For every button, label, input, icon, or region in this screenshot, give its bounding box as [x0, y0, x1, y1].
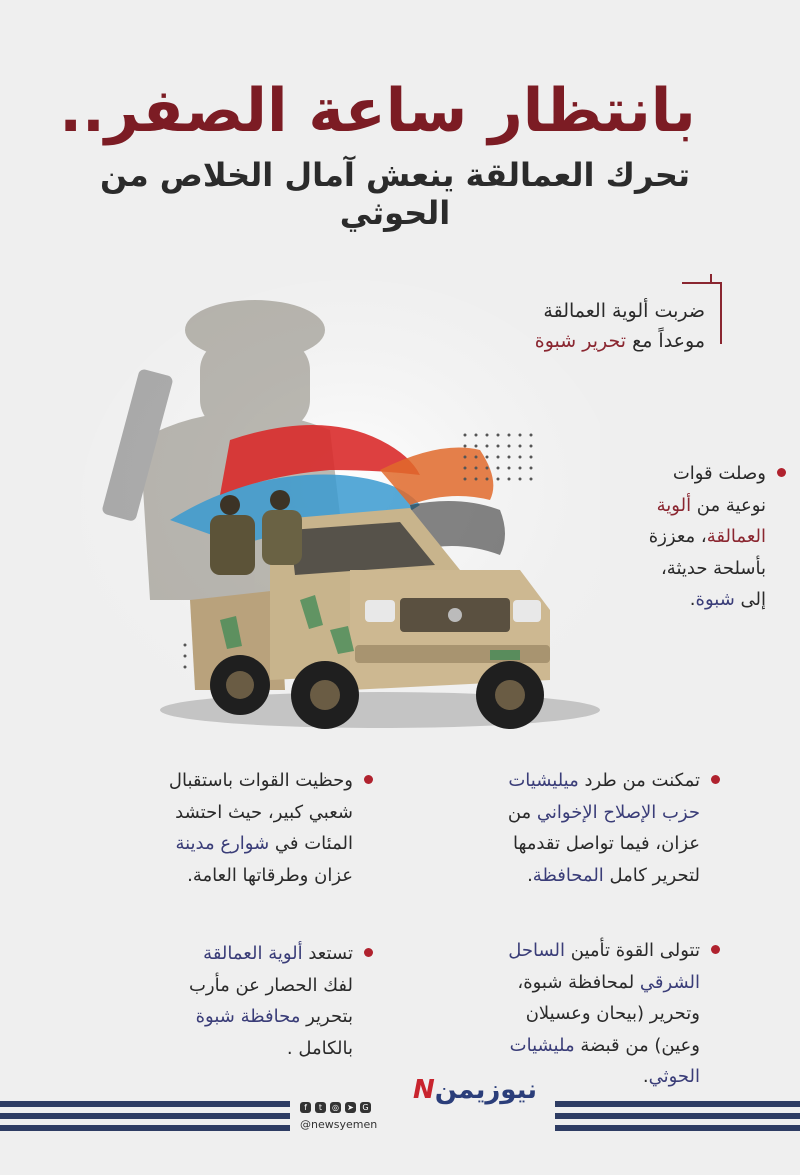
intro-line-2: موعداً مع تحرير شبوة [534, 330, 705, 353]
bullet-expulsion: تمكنت من طرد ميليشيات حزب الإصلاح الإخواني من عزان، فيما تواصل تقدمها لتحرير كامل المحافظة. [410, 765, 722, 891]
bullet-arrival: وصلت قوات نوعية من ألوية العمالقة، معززة بأسلحة حديثة، إلى شبوة. [596, 458, 788, 616]
page-title: بانتظار ساعة الصفر.. [59, 76, 696, 146]
social-icons [300, 1102, 371, 1113]
page-subtitle: تحرك العمالقة ينعش آمال الخلاص من الحوثي [100, 156, 690, 232]
logo-mark: N [412, 1075, 435, 1105]
intro-highlight: تحرير شبوة [534, 330, 627, 353]
twitter-icon[interactable]: t [315, 1102, 326, 1113]
brand-logo[interactable] [400, 1075, 550, 1135]
bullet-coast-securing: تتولى القوة تأمين الساحل الشرقي لمحافظة شبوة، وتحرير (بيحان وعسيلان وعين) من قبضة مليشيات الحوثي. [410, 935, 722, 1093]
facebook-icon[interactable]: f [300, 1102, 311, 1113]
telegram-icon[interactable]: ➤ [345, 1102, 356, 1113]
logo-wordmark: نيوزيمن [434, 1075, 537, 1105]
bullet-reception: وحظيت القوات باستقبال شعبي كبير، حيث احتشد المئات في شوارع مدينة عزان وطرقاتها العامة. [83, 765, 375, 891]
intro-line-1: ضربت ألوية العمالقة [543, 300, 705, 322]
bullet-marib-siege: تستعد ألوية العمالقة لفك الحصار عن مأرب بتحرير محافظة شبوة بالكامل . [83, 938, 375, 1064]
g-icon[interactable]: G [360, 1102, 371, 1113]
intro-text [445, 296, 705, 357]
social-handle: @newsyemen [300, 1118, 378, 1131]
instagram-icon[interactable]: ◎ [330, 1102, 341, 1113]
